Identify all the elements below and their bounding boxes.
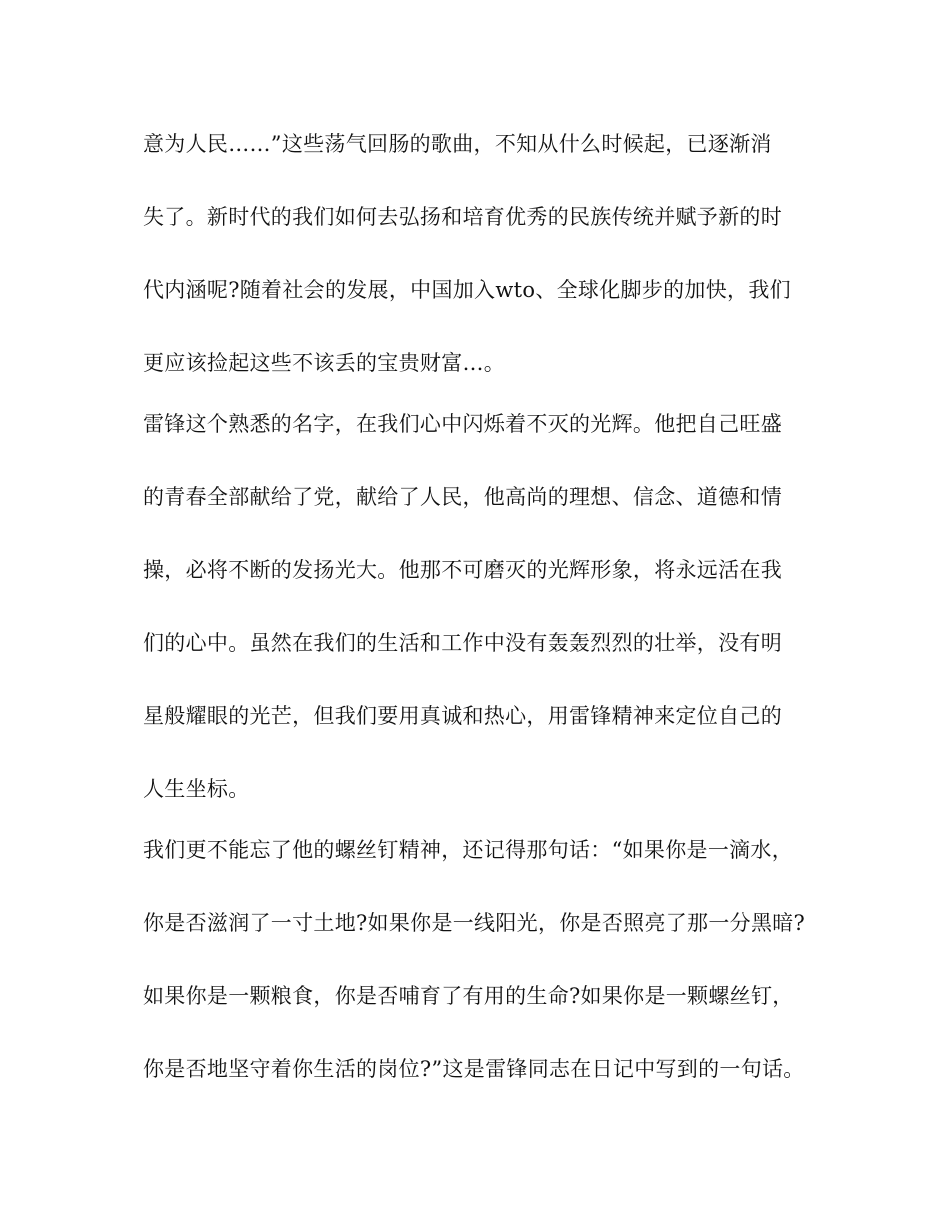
paragraph-3-line-1: 我们更不能忘了他的螺丝钉精神，还记得那句话：“如果你是一滴水， <box>143 838 794 862</box>
paragraph-2-line-1: 雷锋这个熟悉的名字，在我们心中闪烁着不灭的光辉。他把自己旺盛 <box>143 412 782 436</box>
paragraph-2-line-3: 操，必将不断的发扬光大。他那不可磨灭的光辉形象，将永远活在我 <box>143 558 782 582</box>
paragraph-2-line-6: 人生坐标。 <box>143 777 250 801</box>
paragraph-3-line-3: 如果你是一颗粮食，你是否哺育了有用的生命?如果你是一颗螺丝钉， <box>143 984 794 1008</box>
paragraph-3-line-2: 你是否滋润了一寸土地?如果你是一线阳光，你是否照亮了那一分黑暗? <box>143 911 806 935</box>
paragraph-2-line-5: 星般耀眼的光芒，但我们要用真诚和热心，用雷锋精神来定位自己的 <box>143 704 782 728</box>
paragraph-3-line-4: 你是否地坚守着你生活的岗位?”这是雷锋同志在日记中写到的一句话。 <box>143 1057 805 1081</box>
paragraph-1-line-1: 意为人民……”这些荡气回肠的歌曲，不知从什么时候起，已逐渐消 <box>143 132 772 156</box>
paragraph-1-line-4: 更应该捡起这些不该丢的宝贵财富…。 <box>143 351 506 375</box>
paragraph-1-line-2: 失了。新时代的我们如何去弘扬和培育优秀的民族传统并赋予新的时 <box>143 205 782 229</box>
paragraph-1-line-3: 代内涵呢?随着社会的发展，中国加入wto、全球化脚步的加快，我们 <box>143 278 791 302</box>
paragraph-2-line-2: 的青春全部献给了党，献给了人民，他高尚的理想、信念、道德和情 <box>143 485 782 509</box>
paragraph-2-line-4: 们的心中。虽然在我们的生活和工作中没有轰轰烈烈的壮举，没有明 <box>143 631 782 655</box>
